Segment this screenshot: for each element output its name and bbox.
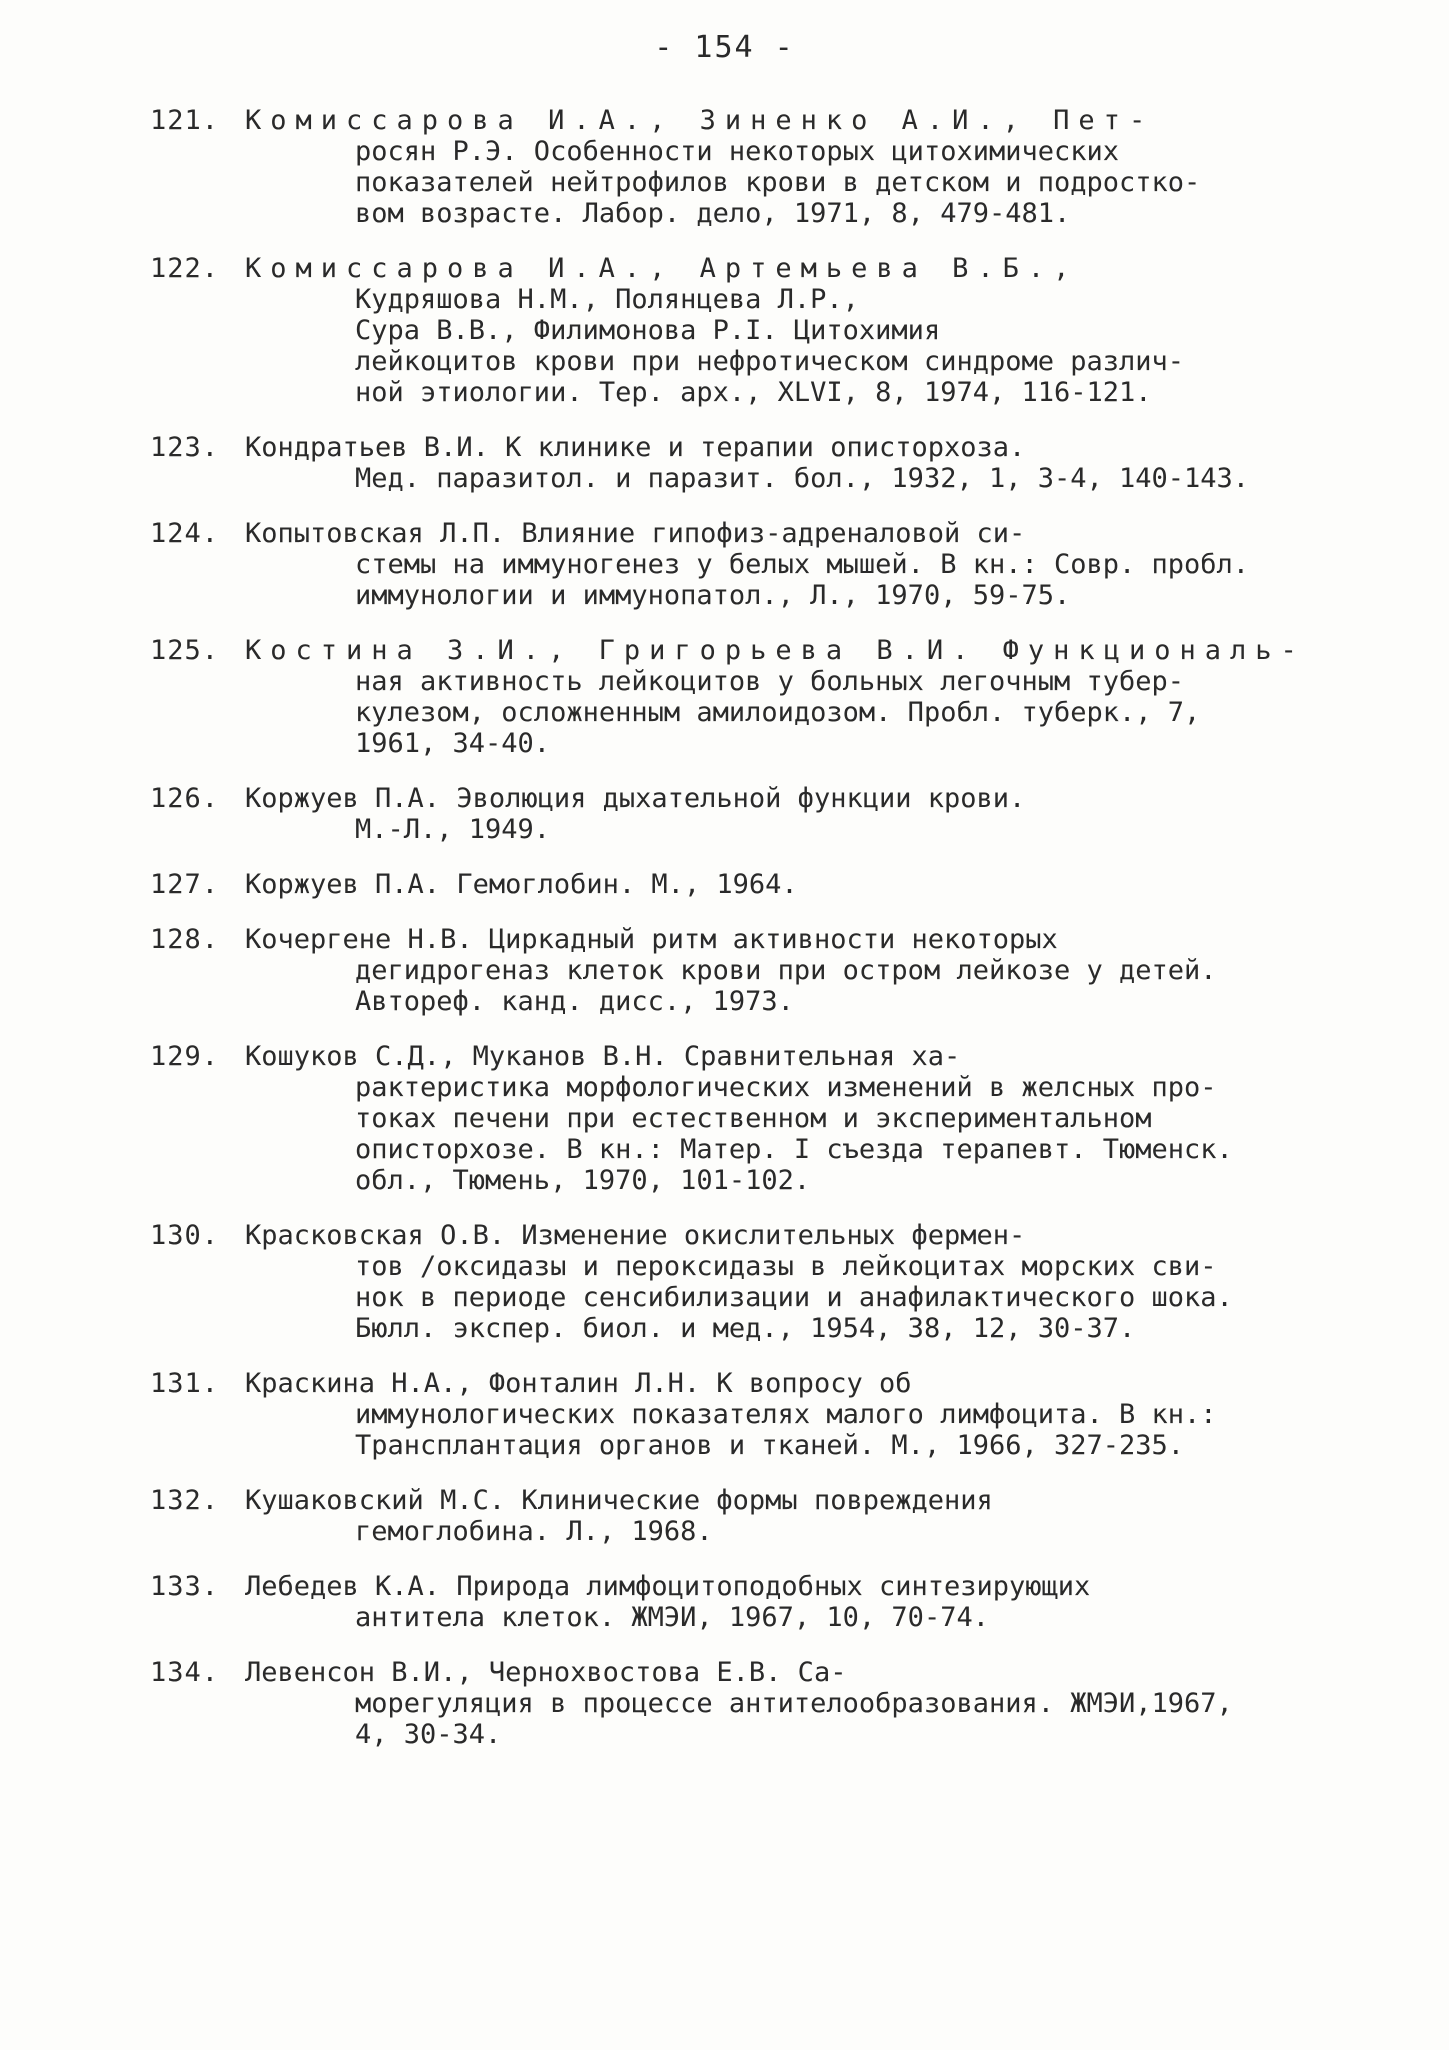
entry-line: 1961, 34-40. (355, 728, 551, 759)
bibliography-entry (150, 253, 1350, 408)
entry-line: лейкоцитов крови при нефротическом синдроме различ- (355, 346, 1185, 377)
entry-line: стемы на иммуногенез у белых мышей. В кн.: Совр. пробл. (355, 549, 1250, 580)
entry-text (245, 432, 1350, 494)
entry-line: росян Р.Э. Особенности некоторых цитохимических (355, 136, 1120, 167)
entry-line: Краскина Н.А., Фонталин Л.Н. К вопросу об (245, 1368, 912, 1399)
entry-number: 130. (150, 1220, 220, 1251)
entry-line: Лебедев К.А. Природа лимфоцитоподобных синтезирующих (245, 1571, 1091, 1602)
bibliography-entry (150, 783, 1350, 845)
entry-line: Кондратьев В.И. К клинике и терапии описторхоза. (245, 432, 1026, 463)
entry-line: Автореф. канд. дисс., 1973. (355, 986, 794, 1017)
entry-number: 125. (150, 635, 220, 666)
entry-line: тов /оксидазы и пероксидазы в лейкоцитах морских сви- (355, 1251, 1217, 1282)
bibliography-entry (150, 1041, 1350, 1196)
entry-number: 133. (150, 1571, 220, 1602)
entry-line: морегуляция в процессе антителообразования. ЖМЭИ,1967, (355, 1688, 1233, 1719)
entry-line: антитела клеток. ЖМЭИ, 1967, 10, 70-74. (355, 1602, 989, 1633)
entry-line: обл., Тюмень, 1970, 101-102. (355, 1165, 811, 1196)
entry-line: токах печени при естественном и экспериментальном (355, 1103, 1152, 1134)
bibliography-entry (150, 432, 1350, 494)
entry-line: вом возрасте. Лабор. дело, 1971, 8, 479-481. (355, 198, 1071, 229)
entry-number: 122. (150, 253, 220, 284)
entry-line: иммунологических показателях малого лимфоцита. В кн.: (355, 1399, 1217, 1430)
entry-line: Кошуков С.Д., Муканов В.Н. Сравнительная ха- (245, 1041, 961, 1072)
entry-line: Левенсон В.И., Чернохвостова Е.В. Са- (245, 1657, 847, 1688)
entry-number: 134. (150, 1657, 220, 1688)
entry-line: иммунологии и иммунопатол., Л., 1970, 59-75. (355, 580, 1071, 611)
entry-text (245, 1041, 1350, 1196)
entry-number: 131. (150, 1368, 220, 1399)
bibliography-entry (150, 518, 1350, 611)
bibliography-entry (150, 869, 1350, 900)
bibliography-entry (150, 1571, 1350, 1633)
entry-line: Коржуев П.А. Эволюция дыхательной функции крови. (245, 783, 1026, 814)
entry-line: ной этиологии. Тер. арх., XLVI, 8, 1974, 116-121. (355, 377, 1152, 408)
bibliography-entry (150, 924, 1350, 1017)
bibliography-entry (150, 635, 1350, 759)
entry-text (245, 1368, 1350, 1461)
entry-line: гемоглобина. Л., 1968. (355, 1516, 713, 1547)
entry-line: Комиссарова И.А., Артемьева В.Б., (245, 253, 1079, 284)
entry-line: Сура В.В., Филимонова Р.I. Цитохимия (355, 315, 941, 346)
entry-text (245, 518, 1350, 611)
entry-text (245, 1485, 1350, 1547)
entry-text (245, 1220, 1350, 1344)
entry-line: описторхозе. В кн.: Матер. I съезда терапевт. Тюменск. (355, 1134, 1233, 1165)
bibliography-entry (150, 1485, 1350, 1547)
entry-text (245, 924, 1350, 1017)
entry-line: ная активность лейкоцитов у больных легочным тубер- (355, 666, 1185, 697)
entry-number: 123. (150, 432, 220, 463)
entry-line: кулезом, осложненным амилоидозом. Пробл. туберк., 7, (355, 697, 1201, 728)
entry-line: дегидрогеназ клеток крови при остром лейкозе у детей. (355, 955, 1217, 986)
entry-line: Трансплантация органов и тканей. М., 1966, 327-235. (355, 1430, 1185, 1461)
entry-text (245, 253, 1350, 408)
entry-text (245, 1571, 1350, 1633)
entry-line: нок в периоде сенсибилизации и анафилактического шока. (355, 1282, 1233, 1313)
entry-line: Костина З.И., Григорьева В.И. Функциональ- (245, 635, 1306, 666)
entry-number: 128. (150, 924, 220, 955)
entry-line: Копытовская Л.П. Влияние гипофиз-адреналовой си- (245, 518, 1026, 549)
entry-number: 129. (150, 1041, 220, 1072)
entry-text (245, 783, 1350, 845)
entry-line: показателей нейтрофилов крови в детском и подростко- (355, 167, 1201, 198)
entry-text (245, 869, 1350, 900)
entry-line: Бюлл. экспер. биол. и мед., 1954, 38, 12, 30-37. (355, 1313, 1136, 1344)
entry-text (245, 635, 1350, 759)
entry-number: 121. (150, 105, 220, 136)
entry-line: Комиссарова И.А., Зиненко А.И., Пет- (245, 105, 1155, 136)
bibliography-entry (150, 105, 1350, 229)
entry-line: рактеристика морфологических изменений в желсных про- (355, 1072, 1217, 1103)
entry-line: Кудряшова Н.М., Полянцева Л.Р., (355, 284, 859, 315)
page-number: - 154 - (654, 30, 795, 65)
entry-line: Коржуев П.А. Гемоглобин. М., 1964. (245, 869, 798, 900)
entry-text (245, 1657, 1350, 1750)
entry-number: 132. (150, 1485, 220, 1516)
entry-line: Мед. паразитол. и паразит. бол., 1932, 1, 3-4, 140-143. (355, 463, 1250, 494)
bibliography-list (150, 105, 1350, 1774)
entry-number: 126. (150, 783, 220, 814)
entry-line: Кушаковский М.С. Клинические формы повреждения (245, 1485, 993, 1516)
bibliography-entry (150, 1368, 1350, 1461)
entry-line: 4, 30-34. (355, 1719, 502, 1750)
entry-line: М.-Л., 1949. (355, 814, 551, 845)
entry-number: 127. (150, 869, 220, 900)
entry-line: Кочергене Н.В. Циркадный ритм активности некоторых (245, 924, 1058, 955)
entry-line: Красковская О.В. Изменение окислительных фермен- (245, 1220, 1026, 1251)
entry-number: 124. (150, 518, 220, 549)
bibliography-entry (150, 1657, 1350, 1750)
bibliography-entry (150, 1220, 1350, 1344)
entry-text (245, 105, 1350, 229)
